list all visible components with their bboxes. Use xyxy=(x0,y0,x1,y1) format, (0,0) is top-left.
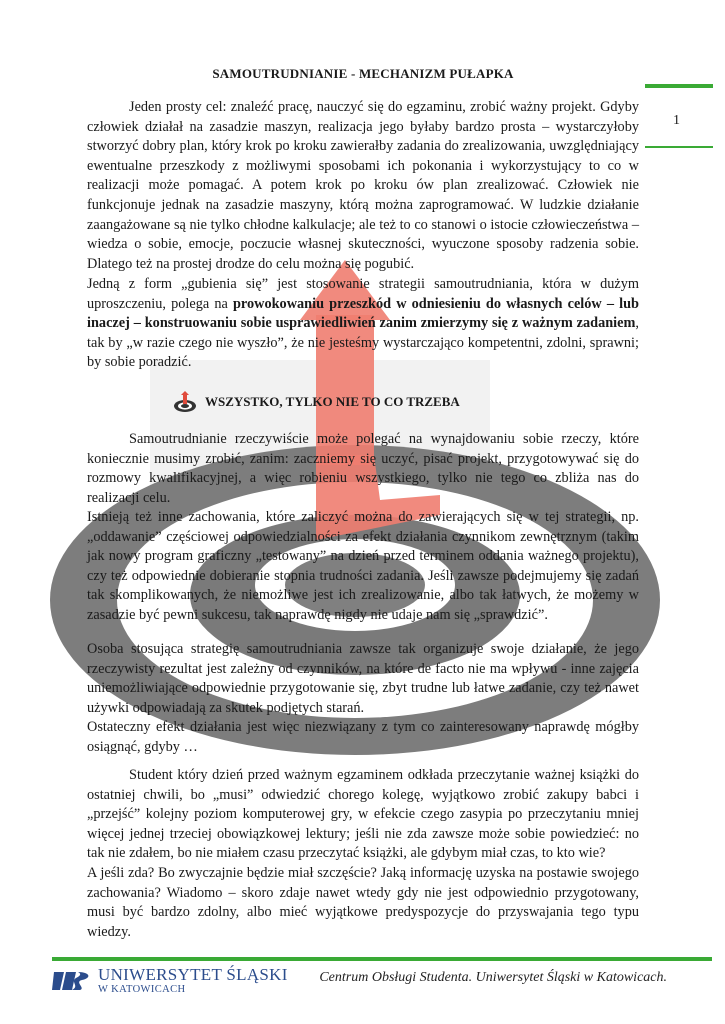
page-title: SAMOUTRUDNIANIE - MECHANIZM PUŁAPKA xyxy=(212,66,514,81)
footer-text: Centrum Obsługi Studenta. Uniwersytet Śląski w Katowicach. xyxy=(319,970,667,985)
page-number: 1 xyxy=(673,113,680,128)
paragraph-section1: Samoutrudnianie rzeczywiście może polegać na wynajdowaniu sobie rzeczy, które koniecznie musimy zrobić, zanim: zaczniemy się uczyć, pisać projekt, przygotowywać się do rozmowy kwalifikacyjnej, a więc robieniu wszystkiego, tylko nie tego co zbliża nas do realizacji celu. xyxy=(87,431,639,506)
paragraph-effect: Ostateczny efekt działania jest więc niezwiązany z tym co zainteresowany naprawdę mógłby osiągnąć, gdyby … xyxy=(87,719,639,755)
footer-divider xyxy=(52,957,712,961)
section-heading xyxy=(173,390,460,414)
paragraph-question: A jeśli zda? Bo zwyczajnie będzie miał szczęście? Jaką informację uzyska na postawie swojego zachowania? Wiadomo – skoro zdaje nawet wtedy gdy nie jest odpowiednio przygotowany, musi być bardzo zdolny, albo mieć wyjątkowe predyspozycje do przyswajania tego typu wiedzy. xyxy=(87,865,639,940)
paragraph-intro: Jeden prosty cel: znaleźć pracę, nauczyć się do egzaminu, zrobić ważny projekt. Gdyby człowiek działał na zasadzie maszyn, realizacja jego byłaby bardzo prosta – wystarczyłoby stworzyć dobry plan, który krok po kroku zawierałby zadania do zrealizowania, uwzględniający ewentualne przeszkody z możliwymi sposobami ich pokonania i wykorzystujący to co w realizacji może pomagać. A potem krok po kroku ów plan zrealizować. Człowiek nie funkcjonuje jednak na zasadzie maszyny, którą można zaprogramować. W ludzkie działanie zaangażowane są nie tylko chłodne kalkulacje; ale też to co stanowi o istocie człowieczeństwa – wiedza o sobie, emocje, poczucie własnej skuteczności, wyuczone sposoby radzenia sobie. Dlatego też na prostej drodze do celu można się pogubić. xyxy=(87,99,639,272)
accent-bar-mid xyxy=(645,146,713,148)
paragraph-definition: Jedną z form „gubienia się” jest stosowanie strategii samoutrudniania, która w dużym uproszczeniu, polega na prowokowaniu przeszkód w odniesieniu do własnych celów – lub inaczej – konstruowaniu sobie usprawiedliwień zanim zmierzymy się z ważnym zadaniem, tak by „w razie czego nie wyszło”, że nie jesteśmy wystarczająco kompetentni, zdolni, sprawni; by sobie poradzić. xyxy=(87,276,639,371)
paragraph-strategy: Osoba stosująca strategię samoutrudniania zawsze tak organizuje swoje działanie, że jego rzeczywisty rezultat jest zależny od czynników, na które de facto nie ma wpływu - inne zajęcia uniemożliwiające odpowiednie przygotowanie się, zbyt trudne lub łatwe zadanie, czy też nawet używki odpowiadają za skutek podjętych starań. xyxy=(87,641,639,716)
logo-city: W KATOWICACH xyxy=(98,984,186,995)
target-icon xyxy=(173,391,197,413)
paragraph-behaviors: Istnieją też inne zachowania, które zaliczyć można do zawierających się w tej strategii, np. „oddawanie” częściowej odpowiedzialności za efekt działania czynnikom zewnętrznym (takim jak nowy program graficzny „testowany” na dzień przed terminem oddania ważnego projektu), czy też odpowiednie dobieranie stopnia trudności zadania. Jeśli zawsze podejmujemy się zadań tak skomplikowanych, że niemożliwe jest ich zrealizowanie, albo tak łatwych, że możemy w zasadzie być pewni sukcesu, tak naprawdę nigdy nie udaje nam się „sprawdzić”. xyxy=(87,509,639,623)
accent-bar-top xyxy=(645,84,713,88)
logo-name: UNIWERSYTET ŚLĄSKI xyxy=(98,965,288,984)
university-logo[interactable] xyxy=(52,966,288,996)
paragraph-student: Student który dzień przed ważnym egzaminem odkłada przeczytanie ważnej książki do ostatniej chwili, bo „musi” odwiedzić chorego kolegę, wyjątkowo zrobić zakupy babci i „przejść” kolejny poziom komputerowej gry, w efekcie czego zasypia po przeczytaniu mniej więcej jednej trzeciej obowiązkowej lektury; jeśli nie zda zawsze może sobie powiedzieć: no tak nie zdałem, bo nie miałem czasu przeczytać książki, ale gdybym miał czas, to kto wie? xyxy=(87,767,639,862)
definition-highlight: prowokowaniu przeszkód w odniesieniu do własnych celów – lub inaczej – konstruowaniu sobie usprawiedliwień zanim zmierzymy się z ważnym zadaniem xyxy=(87,295,639,332)
section-heading-text: WSZYSTKO, TYLKO NIE TO CO TRZEBA xyxy=(205,394,460,409)
university-logo-icon xyxy=(52,968,92,994)
